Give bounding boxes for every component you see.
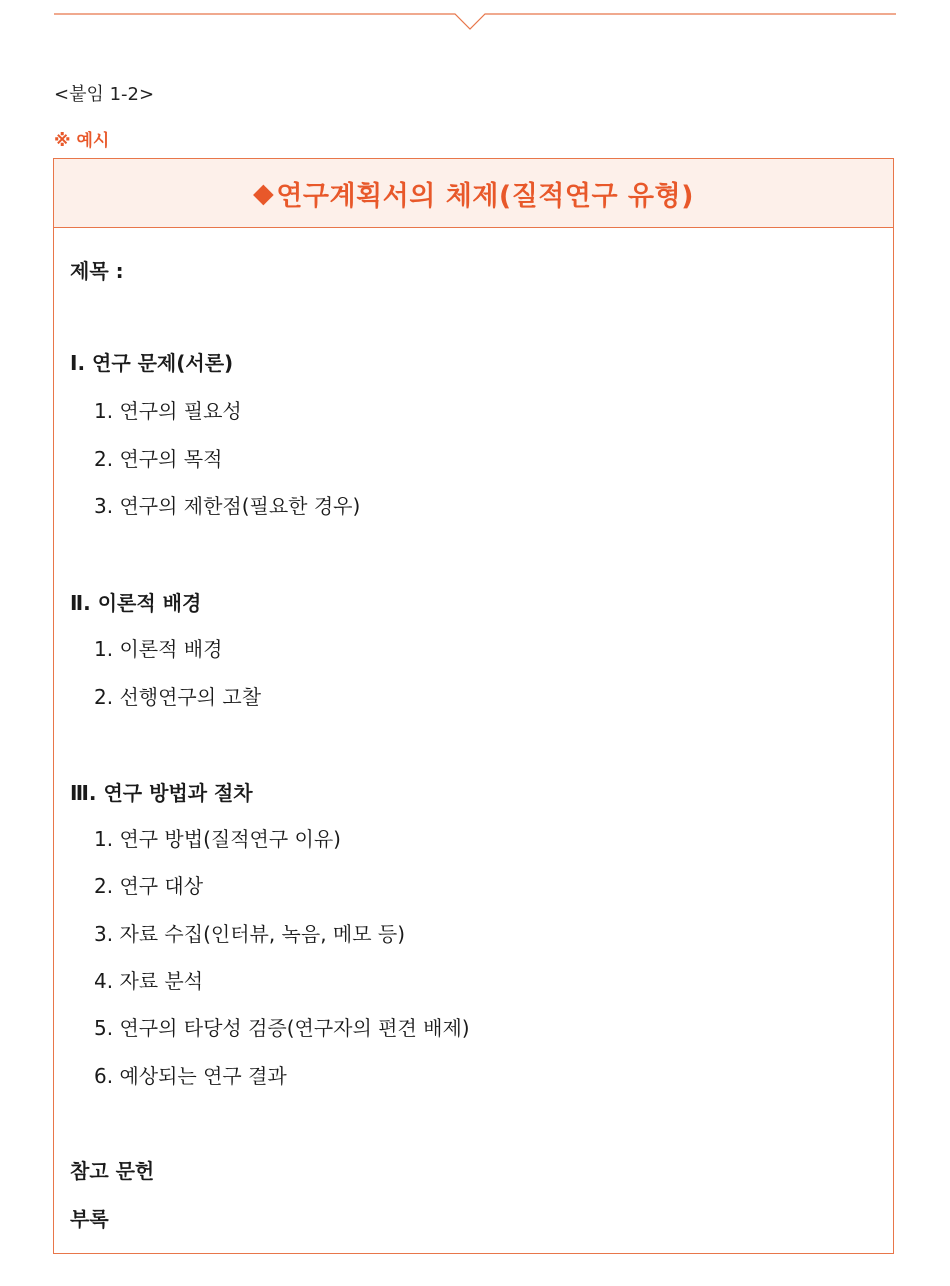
attachment-label: <붙임 1-2> <box>54 84 155 105</box>
list-item: 4. 자료 분석 <box>94 969 204 993</box>
top-divider-line <box>0 0 950 40</box>
list-item: 2. 선행연구의 고찰 <box>94 685 262 709</box>
list-item: 1. 이론적 배경 <box>94 637 223 661</box>
references-heading: 참고 문헌 <box>70 1159 155 1183</box>
list-item: 6. 예상되는 연구 결과 <box>94 1064 287 1088</box>
appendix-heading: 부록 <box>70 1207 109 1231</box>
diamond-icon: ◆ <box>253 177 275 209</box>
box-title: 연구계획서의 체제(질적연구 유형) <box>276 180 694 212</box>
list-item: 5. 연구의 타당성 검증(연구자의 편견 배제) <box>94 1016 470 1040</box>
list-item: 2. 연구 대상 <box>94 874 204 898</box>
example-label: ※ 예시 <box>54 131 110 151</box>
list-item: 1. 연구 방법(질적연구 이유) <box>94 827 341 851</box>
list-item: 3. 자료 수집(인터뷰, 녹음, 메모 등) <box>94 922 406 946</box>
list-item: 2. 연구의 목적 <box>94 447 223 471</box>
title-field-label: 제목 : <box>70 259 124 283</box>
box-title-bar <box>54 159 893 228</box>
list-item: 3. 연구의 제한점(필요한 경우) <box>94 494 361 518</box>
section-heading-3: Ⅲ. 연구 방법과 절차 <box>70 781 253 805</box>
research-plan-box <box>53 158 894 1254</box>
section-heading-2: Ⅱ. 이론적 배경 <box>70 591 202 615</box>
section-heading-1: Ⅰ. 연구 문제(서론) <box>70 351 234 375</box>
list-item: 1. 연구의 필요성 <box>94 399 242 423</box>
